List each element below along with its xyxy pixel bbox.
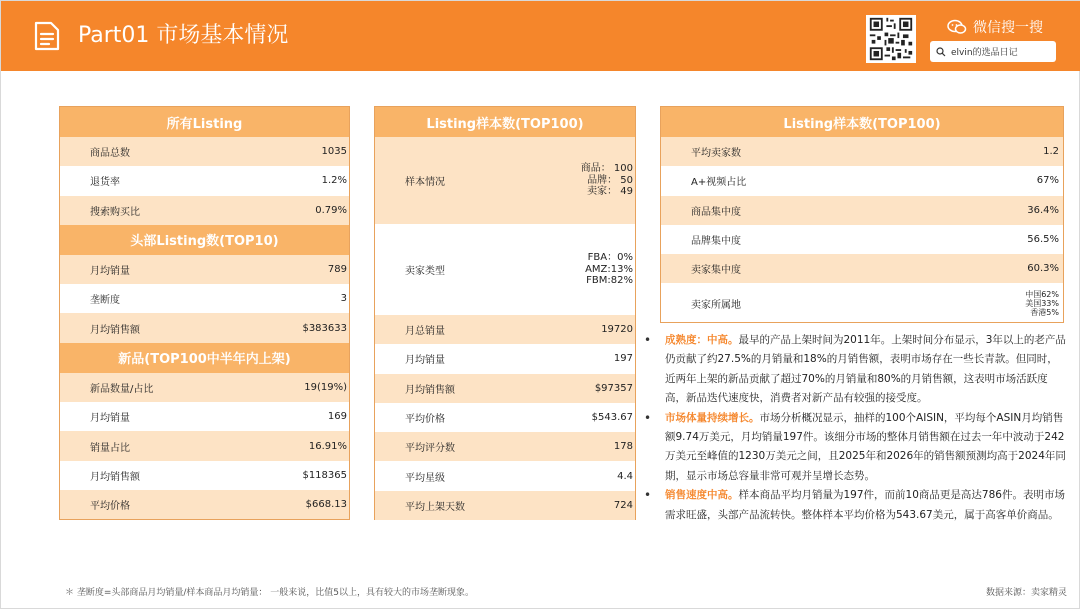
bullet-item <box>641 486 1066 525</box>
stat-label: 卖家类型 <box>405 266 445 277</box>
sample-line: 品牌： 50 <box>587 174 633 186</box>
stat-label: 月均销量 <box>90 266 130 278</box>
stat-value-multiline <box>581 163 633 198</box>
header-bar <box>1 1 1080 71</box>
stat-value: 4.4 <box>617 470 633 482</box>
bullet-text: 最早的产品上架时间为2011年。上架时间分布显示，3年以上的老产品仍贡献了约27.5%的月销量和18%的月销售额，表明市场存在一些长青款。但同时，近两年上架的新品贡献了超过70%的月销量和80%的月销售额，这表明市场活跃度高，新品迭代速度快，消费者对新产品有较强的接受度。 <box>665 334 1066 405</box>
stat-row <box>375 137 635 224</box>
stat-row <box>375 315 635 344</box>
stat-row <box>60 255 349 284</box>
page-title: Part01 市场基本情况 <box>78 23 289 48</box>
bullet-dot-icon: • <box>644 410 652 425</box>
stat-row <box>661 196 1063 225</box>
sample-line: 卖家： 49 <box>587 186 633 198</box>
stat-value: 1.2 <box>1043 146 1059 158</box>
stat-label: 月均销量 <box>405 355 445 367</box>
stat-row <box>60 166 349 195</box>
panel-title: Listing样本数(TOP100) <box>375 107 635 137</box>
stat-row <box>60 431 349 460</box>
stat-row <box>661 254 1063 283</box>
bullet-item <box>641 409 1066 487</box>
search-text: elvin的选品日记 <box>951 48 1018 58</box>
seller-type-line: FBM:82% <box>586 275 633 287</box>
stat-row <box>60 284 349 313</box>
origin-line: 中国62% <box>1025 289 1059 299</box>
stat-label: 品牌集中度 <box>691 236 741 248</box>
stat-label: 平均价格 <box>405 414 445 426</box>
stat-row <box>375 374 635 403</box>
stat-value: $543.67 <box>591 412 633 424</box>
stat-row <box>375 432 635 461</box>
stat-value: 19(19%) <box>304 381 347 393</box>
analysis-bullets <box>641 331 1066 525</box>
stat-row <box>60 402 349 431</box>
stat-value: $118365 <box>302 469 347 481</box>
stat-row <box>375 403 635 432</box>
stat-value: 169 <box>327 411 347 423</box>
stat-value: 789 <box>327 264 347 276</box>
stat-label: 月均销售额 <box>405 384 455 396</box>
stat-label: 样本情况 <box>405 177 445 188</box>
stat-value: 724 <box>613 499 633 511</box>
stat-label: A+视频占比 <box>691 177 747 189</box>
stat-value: 178 <box>613 441 633 453</box>
bullet-dot-icon: • <box>644 488 652 503</box>
stat-row <box>661 225 1063 254</box>
stat-value: 60.3% <box>1027 263 1059 275</box>
stat-value: 3 <box>340 293 347 305</box>
qr-code <box>866 15 916 63</box>
wechat-search-label <box>947 17 1043 37</box>
stat-label: 卖家集中度 <box>691 265 741 277</box>
stat-label: 卖家所属地 <box>691 299 741 311</box>
stat-value: $383633 <box>302 322 347 334</box>
stat-value: 1035 <box>321 146 347 158</box>
bullet-item <box>641 331 1066 409</box>
seller-type-line: AMZ:13% <box>585 263 633 275</box>
stat-label: 搜索购买比 <box>90 206 140 218</box>
stat-value: 197 <box>613 353 633 365</box>
stat-value: 67% <box>1036 175 1059 187</box>
stat-label: 平均卖家数 <box>691 148 741 160</box>
sample-line: 商品： 100 <box>580 163 633 175</box>
stat-label: 平均评分数 <box>405 443 455 455</box>
panel-title: Listing样本数(TOP100) <box>661 107 1063 137</box>
stat-value: 0.79% <box>315 204 347 216</box>
stat-row <box>661 166 1063 195</box>
document-icon <box>33 21 61 51</box>
stat-label: 平均价格 <box>90 501 130 513</box>
stat-value: 19720 <box>601 324 633 336</box>
bullet-dot-icon: • <box>644 333 652 347</box>
panel-all-listings <box>59 106 350 520</box>
stat-row <box>60 313 349 342</box>
panel-listing-concentration <box>660 106 1064 323</box>
stat-value: 16.91% <box>308 440 347 452</box>
stat-value-multiline <box>1025 290 1059 317</box>
stat-label: 月总销量 <box>405 326 445 338</box>
stat-row <box>60 461 349 490</box>
stat-value: 1.2% <box>321 175 347 187</box>
stat-value-multiline <box>585 252 633 287</box>
stat-label: 销量占比 <box>90 442 130 454</box>
stat-row <box>60 137 349 166</box>
stat-row <box>375 224 635 315</box>
stat-label: 垄断度 <box>90 295 120 307</box>
stat-label: 新品数量/占比 <box>90 383 154 395</box>
bullet-text: 样本商品平均月销量为197件，而前10商品更是高达786件。表明市场需求旺盛，头部产品流转快。整体样本平均价格为543.67美元，属于高客单价商品。 <box>665 489 1065 521</box>
stat-value: 56.5% <box>1027 234 1059 246</box>
data-source: 数据来源：卖家精灵 <box>985 588 1067 598</box>
bullet-highlight: 销售速度中高。 <box>665 489 739 502</box>
stat-row <box>661 137 1063 166</box>
stat-value: 36.4% <box>1027 204 1059 216</box>
stat-row <box>375 491 635 520</box>
section-title-new-products: 新品(TOP100中半年内上架) <box>60 343 349 373</box>
stat-label: 月均销量 <box>90 413 130 425</box>
search-box[interactable] <box>930 41 1056 62</box>
stat-value: $668.13 <box>305 499 347 511</box>
stat-row <box>60 490 349 519</box>
bullet-text: 市场分析概况显示，抽样的100个AISIN，平均每个ASIN月均销售额9.74万美元，月均销量197件。该细分市场的整体月销售额在过去一年中波动于242万美元至峰值的1230万美元之间，且2025年和2026年的销售额预测均高于2024年同期，显示市场总容量非常可观并呈增长态势。 <box>665 411 1066 482</box>
stat-label: 商品集中度 <box>691 206 741 218</box>
stat-label: 退货率 <box>90 177 120 189</box>
section-title-top10: 头部Listing数(TOP10) <box>60 225 349 255</box>
footnote: ＊ 垄断度=头部商品月均销量/样本商品月均销量： 一般来说，比值5以上，具有较大的市场垄断现象。 <box>65 588 475 598</box>
bullet-highlight: 市场体量持续增长。 <box>665 411 760 424</box>
bullet-highlight: 成熟度：中高。 <box>665 334 739 346</box>
stat-label: 月均销售额 <box>90 471 140 483</box>
section-title-all-listing: 所有Listing <box>60 107 349 137</box>
seller-type-line: FBA：0% <box>587 252 633 264</box>
stat-row <box>375 461 635 490</box>
stat-label: 平均上架天数 <box>405 501 465 513</box>
stat-row <box>60 196 349 225</box>
stat-row <box>375 344 635 373</box>
stat-label: 平均星级 <box>405 472 445 484</box>
origin-line: 美国33% <box>1025 298 1059 308</box>
stat-label: 月均销售额 <box>90 324 140 336</box>
stat-label: 商品总数 <box>90 148 130 160</box>
stat-row <box>60 373 349 402</box>
wechat-label: 微信搜一搜 <box>973 20 1043 36</box>
wechat-icon <box>947 19 967 35</box>
stat-value: $97357 <box>594 382 633 394</box>
search-icon <box>936 47 946 57</box>
stat-row <box>661 283 1063 323</box>
origin-line: 香港5% <box>1030 307 1059 317</box>
panel-listing-sample <box>374 106 636 520</box>
